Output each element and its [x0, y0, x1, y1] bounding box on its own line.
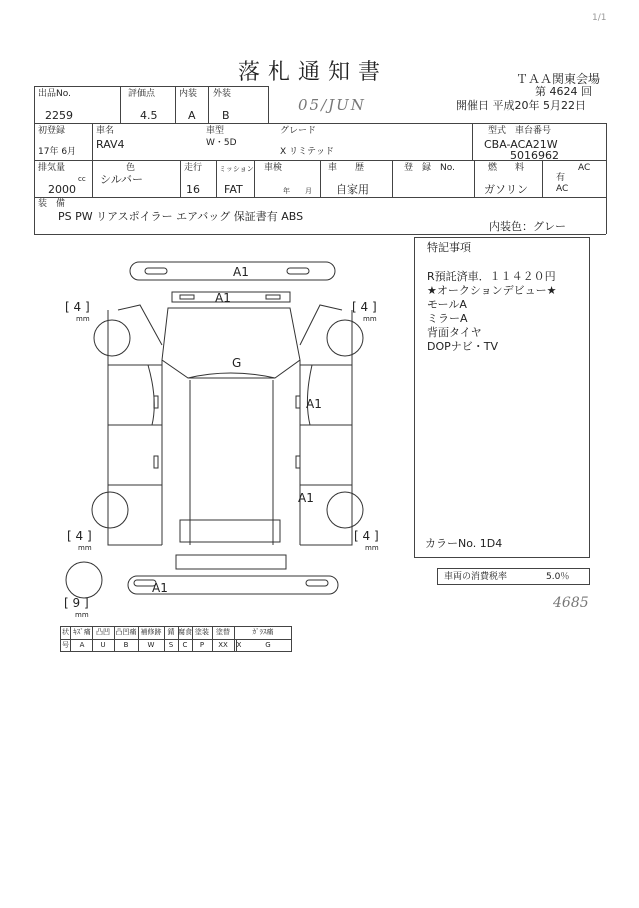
table-line [34, 86, 35, 234]
exterior-value: B [222, 109, 230, 122]
condition-label: 号 [62, 641, 69, 649]
session-number [535, 86, 592, 97]
tire-depth-unit: mm [365, 544, 379, 552]
model-label: 型式 車台番号 [488, 126, 552, 136]
table-line [34, 86, 268, 87]
condition-header: 凸凹 [96, 628, 110, 636]
mileage-label: 走行 [184, 163, 203, 173]
car-name-value: RAV4 [96, 138, 125, 151]
mission-label: ミッション [219, 165, 254, 173]
tax-label: 車両の消費税率 [444, 572, 508, 582]
condition-code: W [147, 641, 155, 649]
color-value: シルバー [100, 173, 143, 186]
special-note-line: R預託済車．１１４２０円 [427, 270, 556, 283]
car-type-label: 車型 [206, 126, 225, 136]
tire-depth-label: [ 4 ] [354, 529, 379, 543]
displacement-label: 排気量 [38, 163, 66, 173]
ac-value: AC [556, 184, 569, 194]
condition-header: 塗替 [216, 628, 230, 636]
document-title: 落札通知書 [238, 60, 389, 85]
table-line [92, 160, 93, 197]
condition-label: 状 [62, 628, 69, 636]
table-line [60, 639, 292, 640]
condition-code: B [123, 641, 129, 649]
ac-yes: 有 [556, 173, 566, 183]
damage-mark: A1 [306, 397, 322, 411]
held-date [456, 100, 586, 111]
venue: ＴＡＡ関東会場 [516, 72, 601, 86]
interior-value: A [188, 109, 196, 122]
table-line [216, 160, 217, 197]
tire-depth-unit: mm [78, 544, 92, 552]
fuel-value: ガソリン [484, 183, 528, 196]
condition-header: 塗装 [195, 628, 209, 636]
condition-header: 腐食 [178, 628, 192, 636]
special-note-line: 背面タイヤ [427, 326, 482, 339]
equipment-label: 装 備 [38, 199, 66, 209]
table-line [606, 123, 607, 234]
condition-code: A [79, 641, 85, 649]
equipment-value: PS PW リアスポイラー エアバッグ 保証書有 ABS [58, 210, 304, 223]
damage-mark: A1 [298, 491, 314, 505]
history-label: 車 歴 [328, 163, 365, 173]
color-number: カラーNo. 1D4 [425, 537, 503, 550]
table-line [542, 160, 543, 197]
condition-header: ｶﾞﾗｽ痛 [252, 628, 274, 636]
condition-code: P [199, 641, 205, 649]
model-value: CBA-ACA21W [484, 138, 558, 151]
history-value: 自家用 [336, 183, 369, 196]
fuel-label: 燃 料 [488, 163, 525, 173]
car-name-label: 車名 [96, 126, 115, 136]
first-registration-value: 17年 6月 [38, 147, 77, 157]
inspection-year: 年 [283, 187, 290, 195]
damage-mark: G [232, 356, 242, 370]
registration-label: 登 録 No. [404, 163, 455, 173]
exterior-label: 外装 [213, 89, 232, 99]
car-type-value: W・5D [206, 138, 237, 148]
score-value: 4.5 [140, 109, 158, 122]
special-note-line: ★オークションデビュー★ [427, 284, 557, 297]
tire-depth-label: [ 4 ] [65, 300, 90, 314]
table-line [34, 234, 606, 235]
handwritten-number: 4685 [553, 595, 589, 611]
table-line [180, 160, 181, 197]
grade-value: X リミテッド [280, 147, 335, 157]
ac-label: AC [578, 163, 591, 173]
condition-code: G [265, 641, 271, 649]
special-note-line: モールA [427, 298, 467, 311]
special-note-line: ミラーA [427, 312, 468, 325]
session-value: 4624 [549, 85, 578, 98]
tire-depth-label: [ 4 ] [352, 300, 377, 314]
lot-value: 2259 [45, 109, 73, 122]
special-note-line: DOPナビ・TV [427, 340, 499, 353]
tire-depth-unit: mm [363, 315, 377, 323]
table-line [34, 197, 606, 198]
condition-code: XX [218, 641, 228, 649]
table-line [34, 123, 606, 124]
mission-value: FAT [224, 183, 243, 196]
displacement-unit: cc [78, 175, 86, 183]
table-line [208, 86, 209, 123]
tire-depth-unit: mm [75, 611, 89, 619]
table-line [392, 160, 393, 197]
table-line [70, 626, 71, 652]
table-line [92, 123, 93, 160]
page-number: 1/1 [592, 13, 607, 23]
tire-depth-unit: mm [76, 315, 90, 323]
mileage-value: 16 [186, 183, 200, 196]
table-line [120, 86, 121, 123]
inspection-month: 月 [305, 187, 312, 195]
condition-code: X [236, 641, 242, 649]
damage-mark: A1 [152, 581, 168, 595]
handwritten-date: 05/JUN [298, 96, 366, 114]
condition-header: 錆 [167, 628, 175, 636]
damage-mark: A1 [215, 291, 231, 305]
interior-label: 内装 [179, 89, 198, 99]
tire-depth-label: [ 4 ] [67, 529, 92, 543]
table-line [474, 160, 475, 197]
table-line [175, 86, 176, 123]
displacement-value: 2000 [48, 183, 76, 196]
condition-header: ｷｽﾞ痛 [73, 628, 91, 636]
damage-mark: A1 [233, 265, 249, 279]
color-label: 色 [126, 163, 136, 173]
special-notes-label: 特記事項 [427, 241, 471, 254]
score-label: 評価点 [128, 89, 156, 99]
inspection-label: 車検 [264, 163, 283, 173]
condition-code: U [100, 641, 106, 649]
chassis-value: 5016962 [510, 149, 559, 162]
first-registration-label: 初登録 [38, 126, 66, 136]
condition-code: S [168, 641, 174, 649]
held-date-value: 平成20年 5月22日 [492, 99, 586, 112]
condition-header: 凸凹痛 [115, 628, 137, 636]
table-line [472, 123, 473, 160]
tire-depth-label: [ 9 ] [64, 596, 89, 610]
interior-color: 内装色：グレー [489, 220, 566, 233]
session-prefix: 第 [535, 85, 546, 98]
held-date-label: 開催日 [456, 99, 489, 112]
table-line [268, 86, 269, 123]
grade-label: グレード [280, 126, 317, 136]
lot-label: 出品No. [38, 89, 71, 99]
table-line [254, 160, 255, 197]
tax-value: 5.0％ [546, 572, 570, 582]
table-line [320, 160, 321, 197]
condition-code: C [182, 641, 188, 649]
condition-header: 補修跡 [140, 628, 162, 636]
session-suffix: 回 [581, 85, 592, 98]
